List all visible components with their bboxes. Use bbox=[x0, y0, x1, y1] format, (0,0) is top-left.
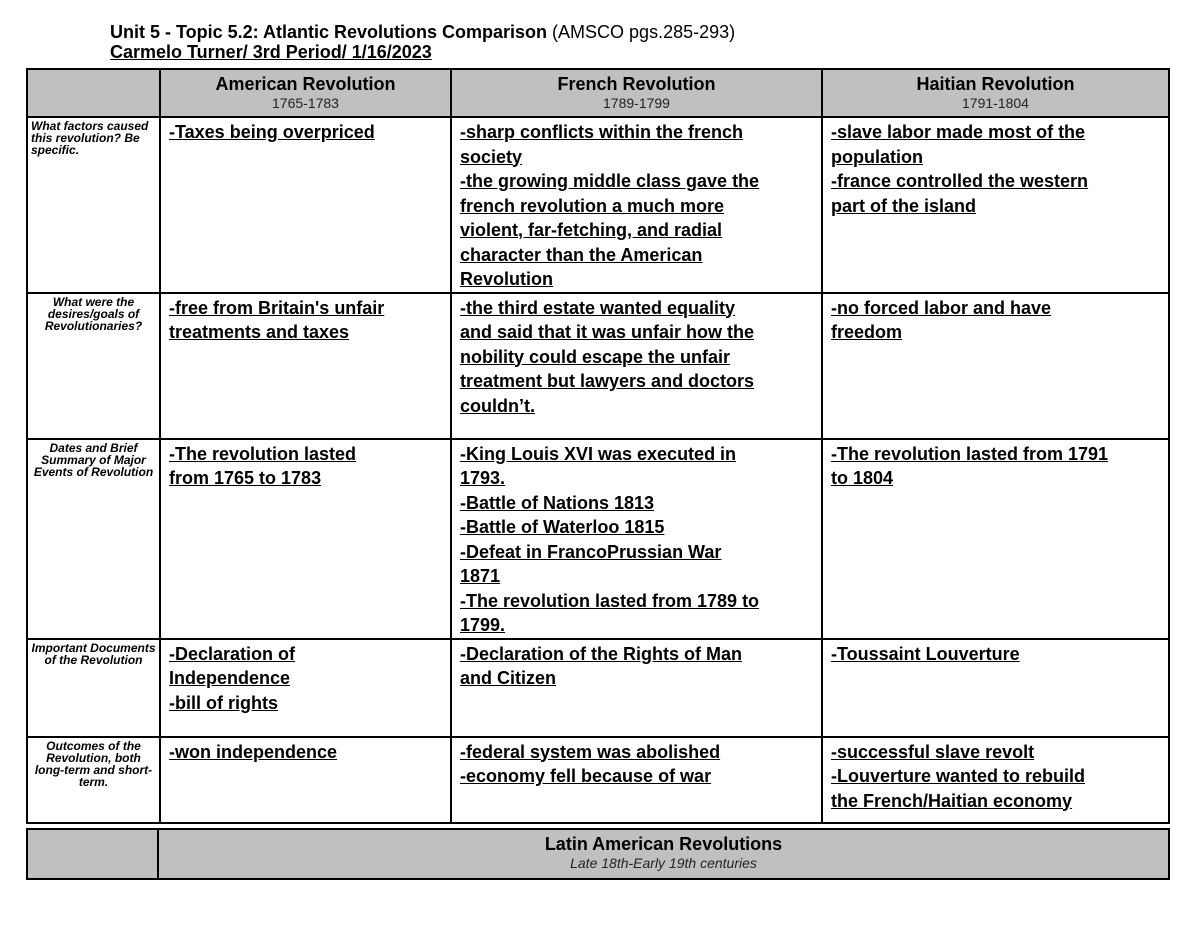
answer-cell-american[interactable] bbox=[160, 639, 451, 737]
header-blank-cell bbox=[27, 69, 160, 117]
answer-line: -Louverture wanted to rebuild bbox=[831, 766, 1086, 786]
answer-line: -Declaration of bbox=[169, 643, 296, 664]
question-cell: Important Documents of the Revolution bbox=[27, 639, 160, 737]
answer-line: 1871 bbox=[460, 566, 501, 586]
header-haitian bbox=[822, 69, 1169, 117]
header-american bbox=[160, 69, 451, 117]
answer-line: -the third estate wanted equality bbox=[460, 297, 736, 318]
question-cell: What factors caused this revolution? Be specific. bbox=[27, 117, 160, 293]
answer-line: -sharp conflicts within the french bbox=[460, 122, 744, 142]
answer-line: -Battle of Waterloo 1815 bbox=[460, 517, 665, 537]
answer-cell-french[interactable] bbox=[451, 293, 822, 439]
answer-cell-french[interactable] bbox=[451, 117, 822, 293]
answer-cell-american[interactable] bbox=[160, 737, 451, 823]
title-reference: (AMSCO pgs.285-293) bbox=[547, 22, 736, 42]
answer-line: 1799. bbox=[460, 615, 506, 635]
answer-line: freedom bbox=[831, 322, 903, 342]
page-title bbox=[110, 22, 735, 42]
header-french bbox=[451, 69, 822, 117]
latin-blank-cell bbox=[27, 829, 158, 879]
answer-line: character than the American bbox=[460, 244, 703, 265]
answer-line: -france controlled the western bbox=[831, 171, 1089, 191]
answer-line: -The revolution lasted from 1789 to bbox=[460, 590, 760, 611]
table-row bbox=[27, 639, 1169, 737]
table-row bbox=[27, 439, 1169, 639]
answer-line: -King Louis XVI was executed in bbox=[460, 443, 737, 464]
table-header-row bbox=[27, 69, 1169, 117]
answer-cell-haitian[interactable] bbox=[822, 439, 1169, 639]
answer-line: -slave labor made most of the bbox=[831, 122, 1086, 142]
column-title: French Revolution bbox=[557, 74, 716, 94]
answer-line: -Battle of Nations 1813 bbox=[460, 492, 655, 513]
answer-cell-french[interactable] bbox=[451, 639, 822, 737]
answer-line: -the growing middle class gave the bbox=[460, 171, 760, 191]
answer-cell-american[interactable] bbox=[160, 439, 451, 639]
answer-line: -free from Britain's unfair bbox=[169, 297, 385, 318]
latin-header-row bbox=[27, 829, 1169, 879]
column-dates: 1789-1799 bbox=[603, 95, 670, 111]
latin-header-cell bbox=[158, 829, 1169, 879]
question-cell: Dates and Brief Summary of Major Events of Revolution bbox=[27, 439, 160, 639]
answer-line: part of the island bbox=[831, 195, 977, 216]
answer-line: -Defeat in FrancoPrussian War bbox=[460, 541, 722, 562]
answer-line: the French/Haitian economy bbox=[831, 790, 1073, 811]
question-cell: What were the desires/goals of Revolutionaries? bbox=[27, 293, 160, 439]
answer-line: -The revolution lasted bbox=[169, 443, 357, 464]
answer-line: -Toussaint Louverture bbox=[831, 643, 1020, 664]
answer-cell-haitian[interactable] bbox=[822, 737, 1169, 823]
answer-line: and said that it was unfair how the bbox=[460, 322, 755, 342]
latin-american-table bbox=[26, 828, 1170, 880]
answer-line: -bill of rights bbox=[169, 692, 278, 713]
answer-cell-american[interactable] bbox=[160, 293, 451, 439]
answer-line: Independence bbox=[169, 668, 291, 688]
answer-line: nobility could escape the unfair bbox=[460, 346, 731, 367]
answer-line: -Declaration of the Rights of Man bbox=[460, 643, 743, 664]
answer-line: to 1804 bbox=[831, 468, 894, 488]
answer-line: 1793. bbox=[460, 468, 506, 488]
answer-line: -won independence bbox=[169, 741, 338, 762]
answer-line: -The revolution lasted from 1791 bbox=[831, 443, 1109, 464]
question-cell: Outcomes of the Revolution, both long-term and short-term. bbox=[27, 737, 160, 823]
answer-line: couldn’t. bbox=[460, 395, 535, 416]
answer-line: treatments and taxes bbox=[169, 322, 350, 342]
answer-line: treatment but lawyers and doctors bbox=[460, 371, 755, 391]
answer-cell-french[interactable] bbox=[451, 439, 822, 639]
answer-line: -economy fell because of war bbox=[460, 766, 712, 786]
answer-line: society bbox=[460, 146, 523, 167]
column-title: American Revolution bbox=[215, 74, 396, 94]
table-row bbox=[27, 293, 1169, 439]
answer-cell-haitian[interactable] bbox=[822, 639, 1169, 737]
answer-cell-french[interactable] bbox=[451, 737, 822, 823]
answer-line: Revolution bbox=[460, 269, 553, 289]
revolutions-comparison-table bbox=[26, 68, 1170, 824]
answer-line: population bbox=[831, 146, 923, 167]
latin-subtitle: Late 18th-Early 19th centuries bbox=[570, 855, 757, 871]
answer-line: -successful slave revolt bbox=[831, 741, 1035, 762]
student-info: Carmelo Turner/ 3rd Period/ 1/16/2023 bbox=[110, 42, 432, 62]
answer-line: -Taxes being overpriced bbox=[169, 122, 375, 142]
table-row bbox=[27, 117, 1169, 293]
document-header bbox=[110, 22, 735, 62]
latin-title: Latin American Revolutions bbox=[544, 834, 783, 854]
title-main: Unit 5 - Topic 5.2: Atlantic Revolutions Comparison bbox=[110, 22, 548, 42]
table-row bbox=[27, 737, 1169, 823]
answer-line: -no forced labor and have bbox=[831, 297, 1052, 318]
answer-line: and Citizen bbox=[460, 668, 557, 688]
answer-cell-haitian[interactable] bbox=[822, 117, 1169, 293]
answer-line: french revolution a much more bbox=[460, 195, 725, 216]
column-dates: 1765-1783 bbox=[272, 95, 339, 111]
column-title: Haitian Revolution bbox=[916, 74, 1075, 94]
answer-line: from 1765 to 1783 bbox=[169, 468, 322, 488]
answer-cell-haitian[interactable] bbox=[822, 293, 1169, 439]
column-dates: 1791-1804 bbox=[962, 95, 1029, 111]
answer-cell-american[interactable] bbox=[160, 117, 451, 293]
answer-line: violent, far-fetching, and radial bbox=[460, 220, 723, 240]
answer-line: -federal system was abolished bbox=[460, 741, 721, 762]
